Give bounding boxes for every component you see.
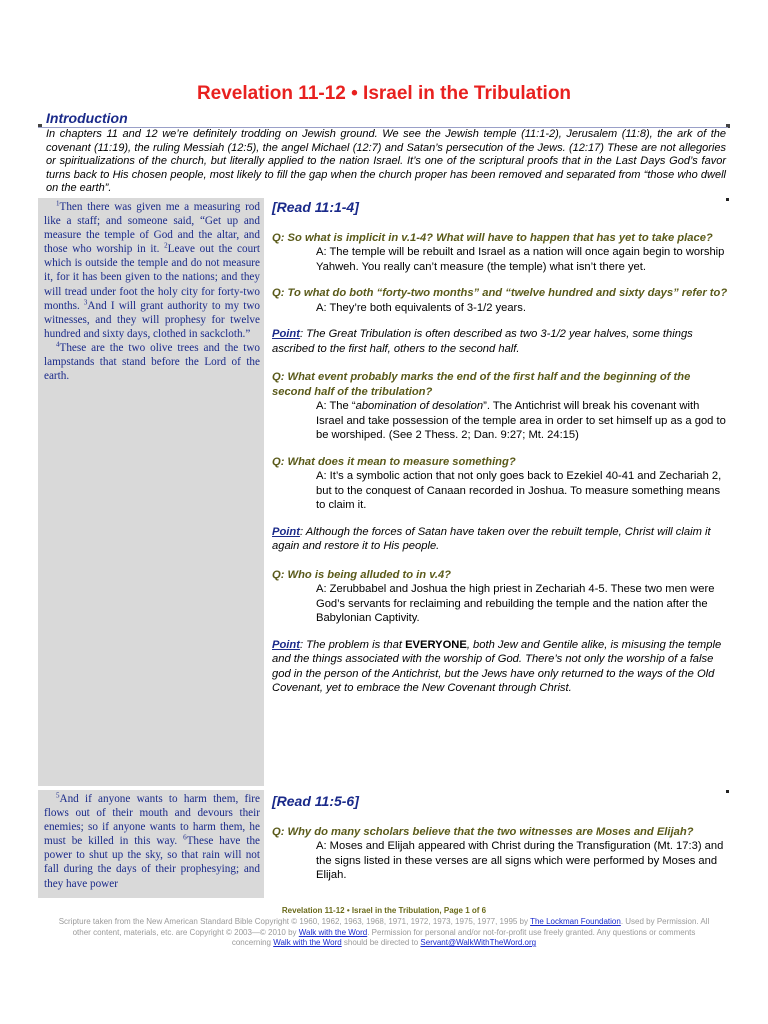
answer-text: ”. The Antichrist will break his covenant with Israel and take possession of the temple area in order to set himself up as a god to be worshiped. (See 2 Thess. 2; Dan. 9:27; Mt. 24:15) [316, 400, 726, 441]
footer-text: . Used by Permission. All other content, materials, etc. are Copyright © 2003—© 2010 by [72, 917, 710, 937]
point-note [272, 638, 728, 696]
point-text: : The Great Tribulation is often described as two 3-1/2 year halves, some things ascribed to the first half, others to the second half. [272, 328, 693, 355]
verse-text: These are the two olive trees and the two lampstands that stand before the Lord of the earth. [44, 341, 260, 383]
intro-heading: Introduction [46, 110, 128, 126]
question: Q: To what do both “forty-two months” and “twelve hundred and sixty days” refer to? [272, 287, 728, 299]
point-emphasis: EVERYONE [405, 638, 467, 651]
answer [316, 399, 728, 443]
question: Q: What event probably marks the end of the first half and the beginning of the second half of the tribulation? [272, 371, 691, 398]
verse-number: 5 [56, 791, 60, 800]
read-heading: [Read 11:5-6] [272, 793, 359, 809]
study-section [272, 200, 728, 710]
intro-text: In chapters 11 and 12 we’re definitely trodding on Jewish ground. We see the Jewish temple (11:1-2), Jerusalem (11:8), the ark of the covenant (11:19), the ruling Messiah (12:5), the angel Michael (12:7) and Satan’s persecution of the Jews. (12:17) These are not allegories or spiritualizations of the church, but literally applied to the nation Israel. It’s one of the scriptural proofs that in the Last Days God’s favor turns back to His chosen people, most likely to fill the gap when the church proper has been removed and separated from “those who dwell on the earth”. [46, 128, 726, 195]
footer-text: Scripture taken from the New American Standard Bible Copyright © 1960, 1962, 1963, 1968, 1971, 1972, 1973, 1975, 1977, 1995 by [58, 917, 531, 926]
verse-block [44, 792, 260, 891]
walk-with-the-word-link[interactable]: Walk with the Word [298, 927, 368, 937]
point-label: Point [272, 525, 300, 538]
point-label: Point [272, 328, 300, 340]
point-text: : The problem is that [299, 638, 406, 651]
verse-text: And if anyone wants to harm them, fire flows out of their mouth and devours their enemies; so if anyone wants to harm them, he must be killed in this way. [44, 793, 260, 848]
verse-number: 6 [183, 833, 187, 842]
verse-text: And I will grant authority to my two witnesses, and they will prophesy for twelve hundred and sixty days, clothed in sackcloth.” [44, 299, 260, 340]
email-link[interactable]: Servant@WalkWithTheWord.org [420, 938, 537, 947]
point-label: Point [272, 638, 300, 651]
read-heading: [Read 11:1-4] [272, 199, 359, 215]
answer: A: The temple will be rebuilt and Israel as a nation will once again begin to worship Yahweh. You really can’t measure (the temple) what isn’t there yet. [316, 246, 725, 273]
verse-text: These have the power to shut up the sky, so that rain will not fall during the days of their prophesying; and they have power [44, 835, 260, 890]
verse-block [44, 200, 260, 341]
page-title: Revelation 11-12 • Israel in the Tribulation [196, 83, 572, 104]
footer-copyright [54, 917, 714, 949]
verse-number: 4 [56, 340, 60, 349]
answer: A: Zerubbabel and Joshua the high priest in Zechariah 4-5. These two men were God’s servants for reclaiming and rebuilding the temple and the nation after the Babylonian Captivity. [316, 583, 715, 624]
lockman-link[interactable]: The Lockman Foundation [530, 917, 621, 926]
answer: A: It’s a symbolic action that not only goes back to Ezekiel 40-41 and Zechariah 2, but to the conquest of Canaan recorded in Joshua. To measure something means to claim it. [316, 470, 722, 511]
verse-text: Then there was given me a measuring rod like a staff; and someone said, “Get up and measure the temple of God and the altar, and those who worship in it. [44, 201, 260, 256]
point-note [272, 327, 728, 356]
answer: A: Moses and Elijah appeared with Christ during the Transfiguration (Mt. 17:3) and the signs listed in these verses are all signs which were performed by Moses and Elijah. [316, 840, 724, 881]
answer-emphasis: abomination of desolation [355, 400, 484, 412]
point-note [272, 525, 728, 554]
rule-marker [726, 790, 729, 793]
verse-number: 3 [83, 297, 88, 306]
point-text: , both Jew and Gentile alike, is misusing the temple and the things associated with the worship of God. There’s not only the worship of a false god in the person of the Antichrist, but the Jews have only returned to the ways of the Old Covenant, yet to embrace the New Covenant through Christ. [272, 638, 722, 694]
answer-text: A: The “ [316, 400, 356, 412]
question: Q: Why do many scholars believe that the two witnesses are Moses and Elijah? [272, 825, 694, 838]
question: Q: Who is being alluded to in v.4? [272, 568, 452, 581]
verse-block [44, 341, 260, 383]
walk-with-the-word-link[interactable]: Walk with the Word [273, 938, 342, 947]
footer-text: should be directed to [341, 938, 421, 947]
point-text: : Although the forces of Satan have taken over the rebuilt temple, Christ will claim it again and restore it to His people. [272, 525, 711, 552]
answer: A: They’re both equivalents of 3-1/2 years. [316, 301, 526, 314]
verse-number: 1 [56, 199, 60, 208]
study-section [272, 794, 728, 895]
footer-text: . Permission for personal and/or not-for-profit use freely granted. Any questions or comments concerning [231, 927, 696, 947]
footer-page-title: Revelation 11-12 • Israel in the Tribulation, Page 1 of 6 [281, 906, 487, 915]
verse-text: Leave out the court which is outside the temple and do not measure it, for it has been given to the nations; and they will tread under foot the holy city for forty-two months. [44, 243, 261, 312]
question: Q: What does it mean to measure something? [272, 455, 516, 468]
scripture-panel [38, 790, 264, 898]
scripture-panel [38, 198, 264, 786]
verse-number: 2 [164, 241, 168, 250]
question: Q: So what is implicit in v.1-4? What will have to happen that has yet to take place? [272, 231, 713, 244]
